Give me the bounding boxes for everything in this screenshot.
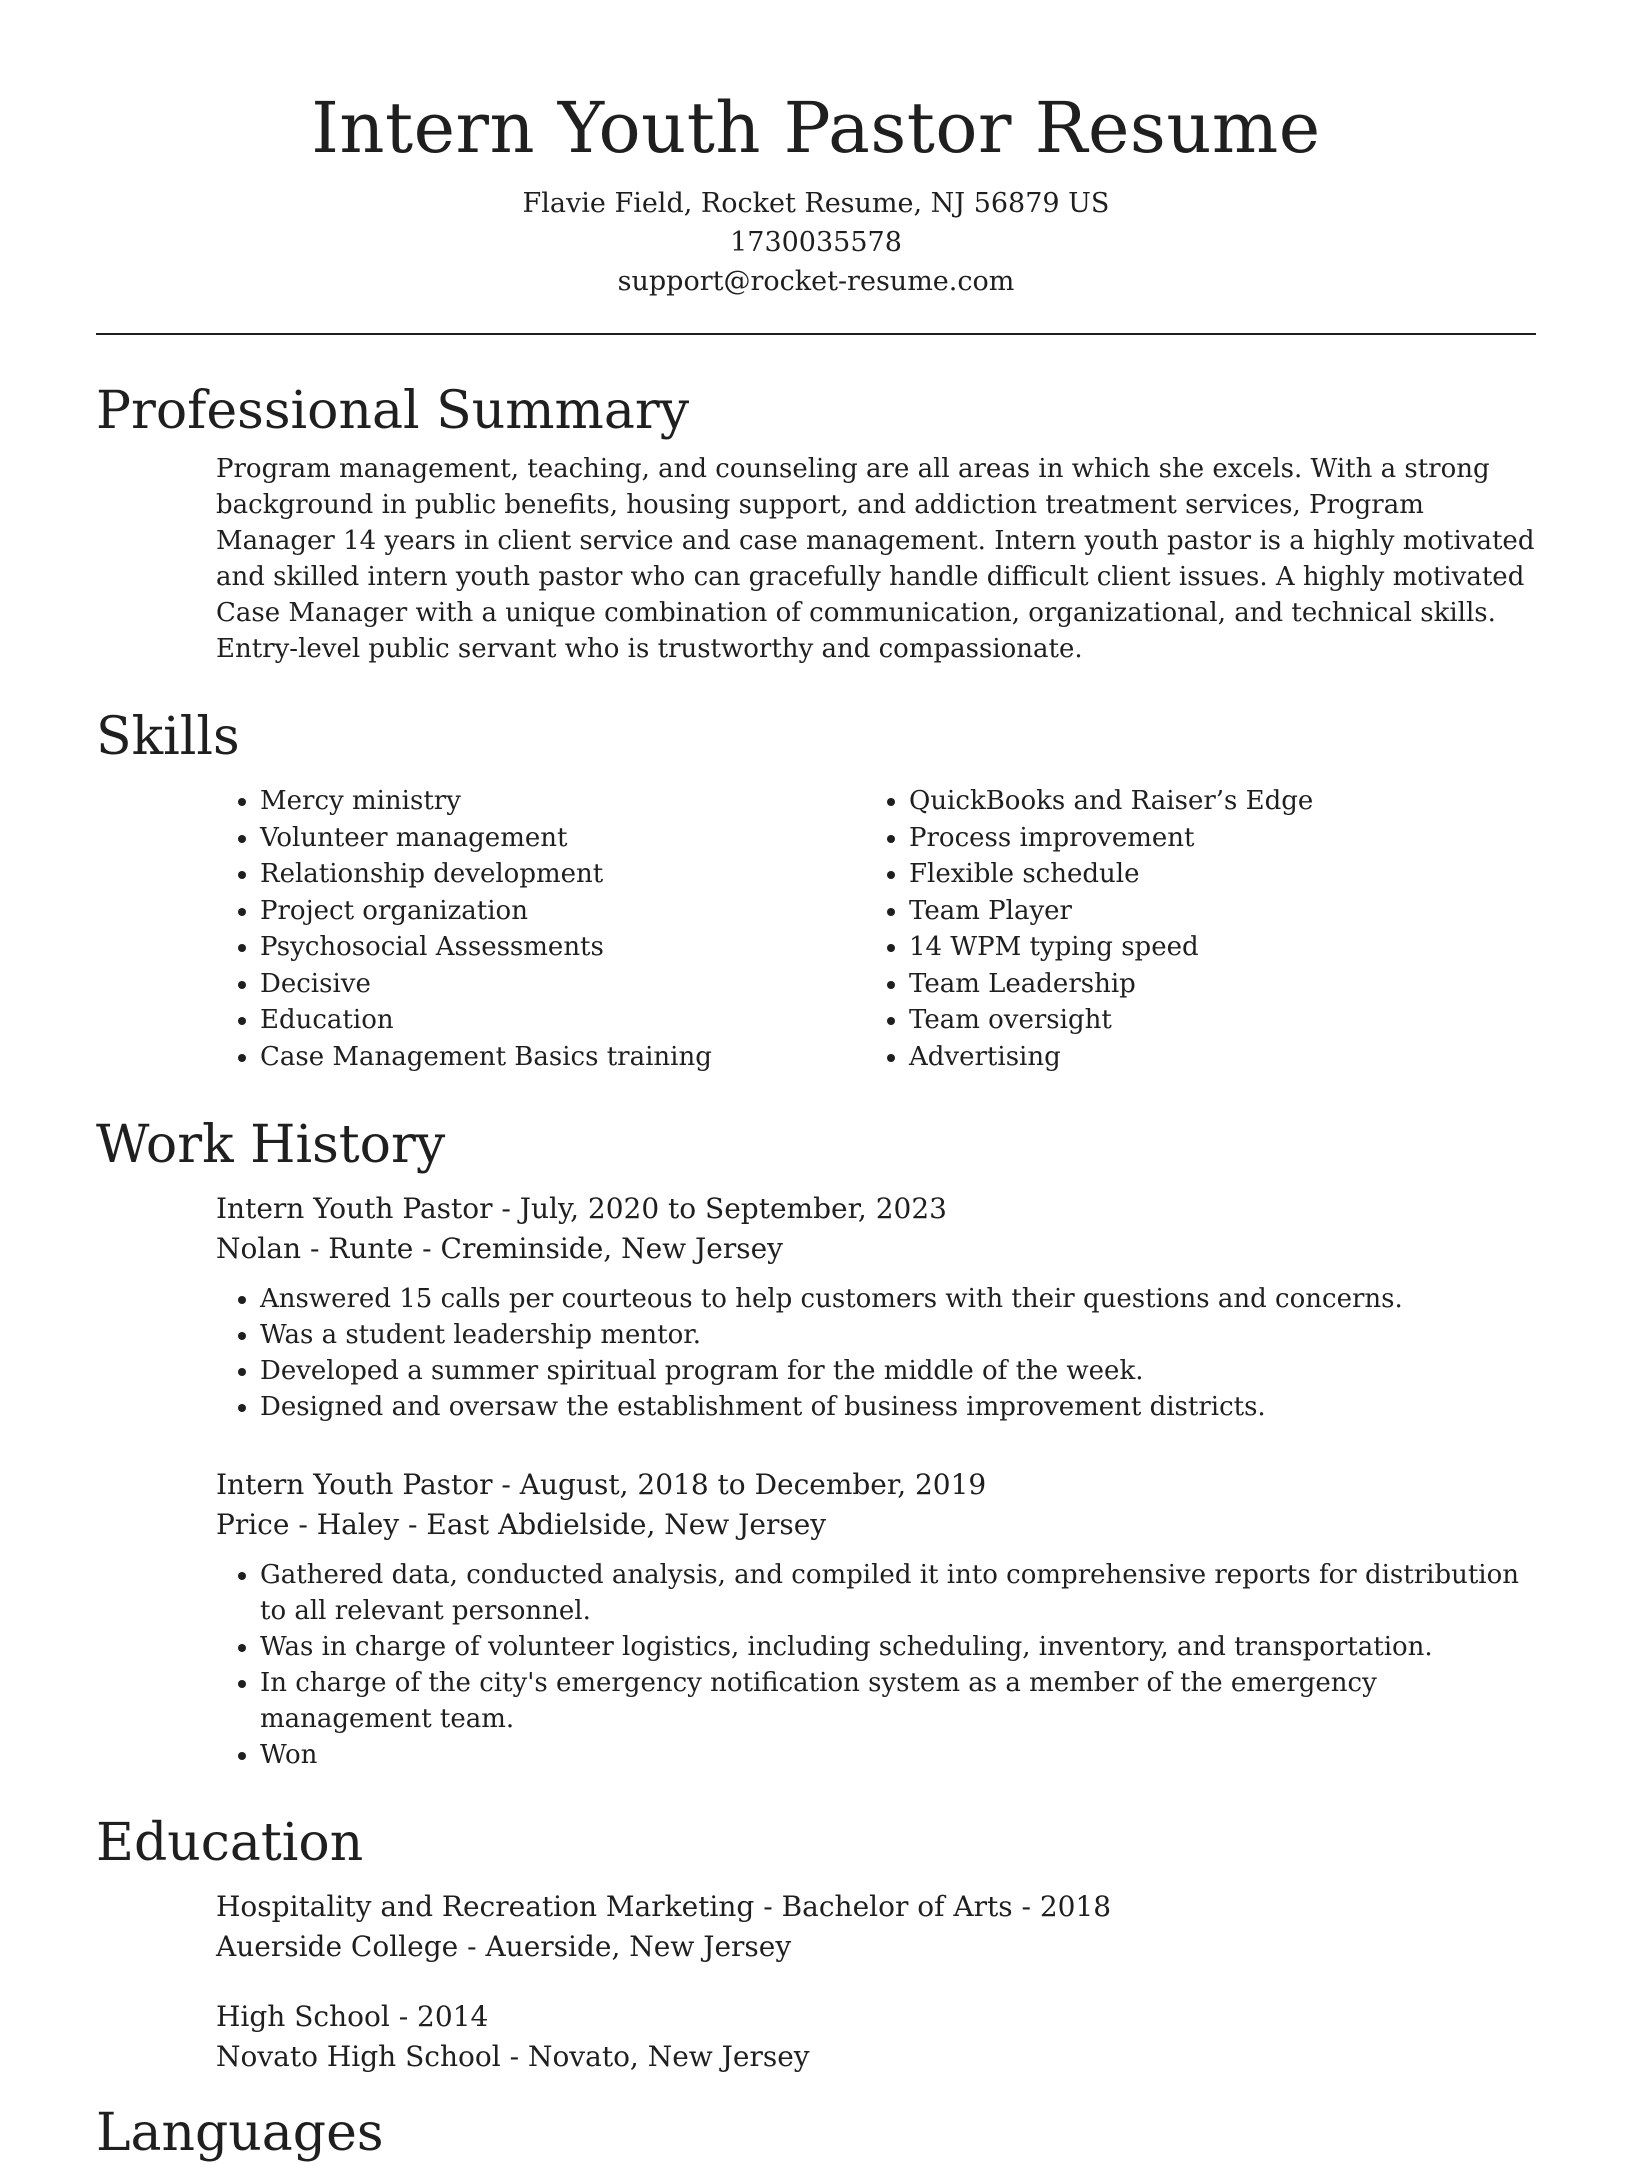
skills-list-left [216, 783, 865, 1075]
job-title-line [216, 1465, 1536, 1505]
contact-address: Flavie Field, Rocket Resume, NJ 56879 US [522, 188, 1110, 219]
summary-text: Program management, teaching, and counseling are all areas in which she excels. With a strong background in public benefits, housing support, and addiction treatment services, Program Manager 14 years in client service and case management. Intern youth pastor is a highly motivated and skilled intern youth pastor who can gracefully handle difficult client issues. A highly motivated Case Manager with a unique combination of communication, organizational, and technical skills. Entry-level public servant who is trustworthy and compassionate. [216, 454, 1535, 664]
skill-item: • Process improvement [909, 820, 1313, 857]
skill-item: • Mercy ministry [260, 783, 865, 820]
job-dates: - July, 2020 to September, 2023 [492, 1192, 947, 1225]
education-degree: High School [216, 2000, 390, 2033]
job-dates: - August, 2018 to December, 2019 [492, 1468, 987, 1501]
job-bullet: • Designed and oversaw the establishment of business improvement districts. [260, 1389, 1536, 1425]
job-bullet: • Was in charge of volunteer logistics, including scheduling, inventory, and transportation. [260, 1629, 1536, 1665]
education-degree: Hospitality and Recreation Marketing - Bachelor of Arts [216, 1890, 1013, 1923]
resume-header [96, 0, 1536, 301]
resume-title: Intern Youth Pastor Resume [311, 87, 1321, 169]
skills-list-right [865, 783, 1313, 1075]
job-title: Intern Youth Pastor [216, 1468, 493, 1501]
job-bullets [216, 1557, 1536, 1773]
skill-item: • Case Management Basics training [260, 1039, 865, 1076]
job-company: Nolan - Runte [216, 1232, 414, 1265]
skill-item: • Advertising [909, 1039, 1313, 1076]
job-title-line [216, 1189, 1536, 1229]
skill-item: • Psychosocial Assessments [260, 929, 865, 966]
skill-item: • Education [260, 1002, 865, 1039]
skill-item: • Volunteer management [260, 820, 865, 857]
skills-section [96, 705, 1536, 1075]
contact-block [96, 184, 1536, 301]
skill-item: • Team Leadership [909, 966, 1313, 1003]
education-school: Novato High School [216, 2040, 501, 2073]
education-degree-line [216, 1887, 1536, 1927]
summary-heading: Professional Summary [96, 381, 690, 441]
summary-section [96, 379, 1536, 667]
job-entry [216, 1189, 1536, 1425]
languages-section [96, 2101, 1536, 2165]
skill-item: • Relationship development [260, 856, 865, 893]
work-heading: Work History [96, 1115, 446, 1175]
skill-item: • Decisive [260, 966, 865, 1003]
education-section [96, 1811, 1536, 2077]
education-heading: Education [96, 1813, 364, 1873]
work-section [96, 1113, 1536, 1773]
job-entry [216, 1465, 1536, 1773]
job-bullet: • Was a student leadership mentor. [260, 1317, 1536, 1353]
education-year: - 2018 [1012, 1890, 1112, 1923]
education-degree-line [216, 1997, 1536, 2037]
job-bullet: • Won [260, 1737, 1536, 1773]
languages-heading: Languages [96, 2103, 384, 2163]
skill-item: • Flexible schedule [909, 856, 1313, 893]
skill-item: • Team Player [909, 893, 1313, 930]
skills-heading: Skills [96, 707, 240, 767]
job-bullet: • Gathered data, conducted analysis, and compiled it into comprehensive reports for distribution to all relevant personnel. [260, 1557, 1536, 1629]
contact-phone: 1730035578 [730, 227, 902, 258]
job-bullet: • Developed a summer spiritual program for the middle of the week. [260, 1353, 1536, 1389]
education-school: Auerside College [216, 1930, 459, 1963]
job-company: Price - Haley [216, 1508, 400, 1541]
education-location: - Novato, New Jersey [500, 2040, 810, 2073]
job-location: - East Abdielside, New Jersey [399, 1508, 827, 1541]
job-bullet: • Answered 15 calls per courteous to help customers with their questions and concerns. [260, 1281, 1536, 1317]
skills-grid [216, 783, 1536, 1075]
skill-item: • Team oversight [909, 1002, 1313, 1039]
skill-item: • Project organization [260, 893, 865, 930]
education-entry [216, 1997, 1536, 2077]
skill-item: • QuickBooks and Raiser’s Edge [909, 783, 1313, 820]
job-company-line [216, 1229, 1536, 1269]
job-company-line [216, 1505, 1536, 1545]
education-school-line [216, 1927, 1536, 1967]
job-location: - Creminside, New Jersey [413, 1232, 783, 1265]
education-year: - 2014 [389, 2000, 489, 2033]
education-entry [216, 1887, 1536, 1967]
job-bullet: • In charge of the city's emergency notification system as a member of the emergency management team. [260, 1665, 1536, 1737]
header-divider [96, 333, 1536, 335]
job-bullets [216, 1281, 1536, 1425]
skill-item: • 14 WPM typing speed [909, 929, 1313, 966]
contact-email: support@rocket-resume.com [617, 266, 1015, 297]
job-title: Intern Youth Pastor [216, 1192, 493, 1225]
education-location: - Auerside, New Jersey [458, 1930, 792, 1963]
education-school-line [216, 2037, 1536, 2077]
